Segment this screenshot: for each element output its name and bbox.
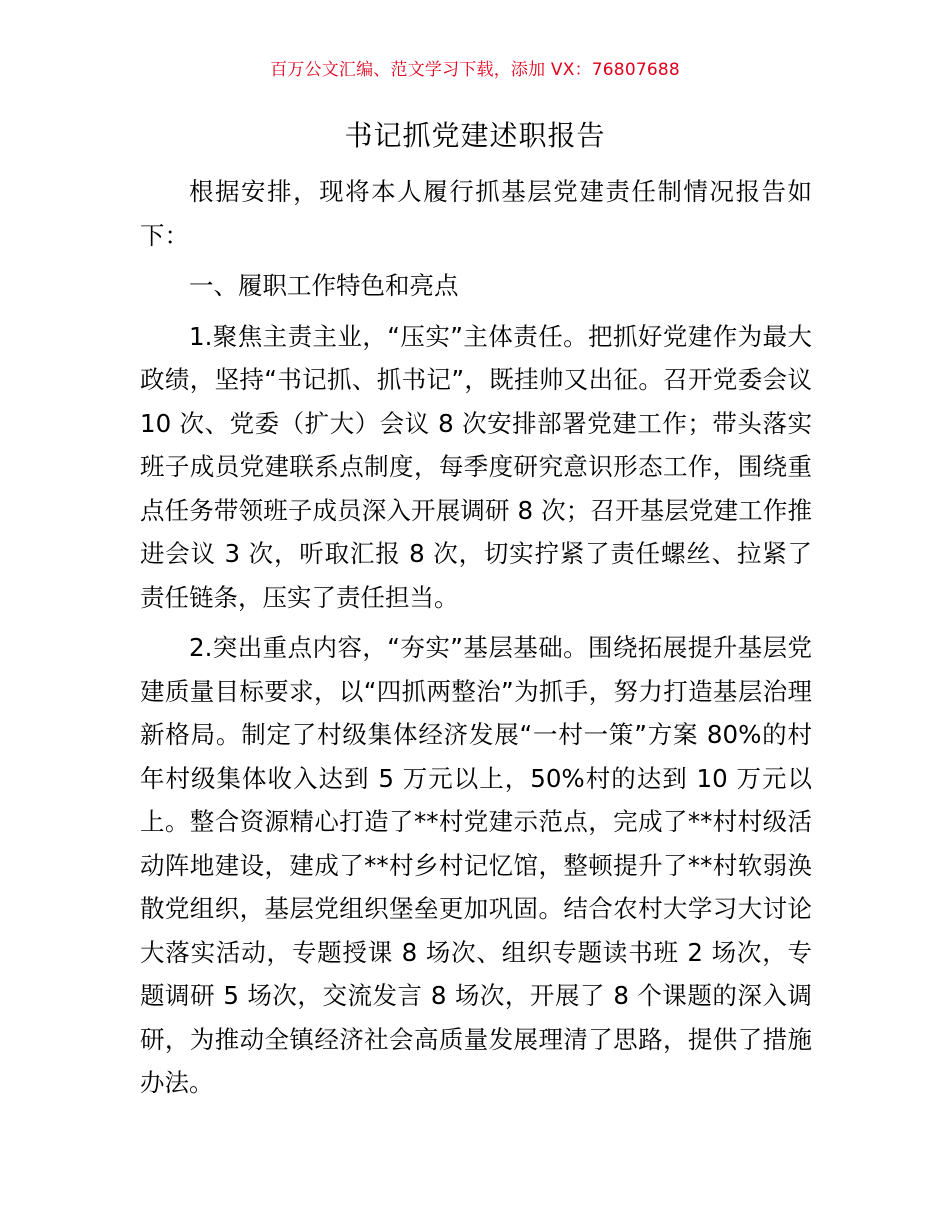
- section-heading: 一、履职工作特色和亮点: [189, 271, 459, 300]
- document-title: 书记抓党建述职报告: [344, 119, 606, 152]
- watermark-banner: 百万公文汇编、范文学习下载，添加 VX：76807688: [270, 60, 680, 80]
- intro-paragraph: 根据安排，现将本人履行抓基层党建责任制情况报告如下：: [140, 177, 812, 250]
- body-paragraph-1: 1.聚焦主责主业，“压实”主体责任。把抓好党建作为最大政绩，坚持“书记抓、抓书记”，既挂帅又出征。召开党委会议 10 次、党委（扩大）会议 8 次安排部署党建工作；带头落实班子成员党建联系点制度，每季度研究意识形态工作，围绕重点任务带领班子成员深入开展调研 8 次；召开基层党建工作推进会议 3 次，听取汇报 8 次，切实拧紧了责任螺丝、拉紧了责任链条，压实了责任担当。: [140, 321, 812, 612]
- document-body: [140, 170, 812, 1105]
- body-paragraph-2: 2.突出重点内容，“夯实”基层基础。围绕拓展提升基层党建质量目标要求，以“四抓两整治”为抓手，努力打造基层治理新格局。制定了村级集体经济发展“一村一策”方案 80%的村年村级集体收入达到 5 万元以上，50%村的达到 10 万元以上。整合资源精心打造了**村党建示范点，完成了**村村级活动阵地建设，建成了**村乡村记忆馆，整顿提升了**村软弱涣散党组织，基层党组织堡垒更加巩固。结合农村大学习大讨论大落实活动，专题授课 8 场次、组织专题读书班 2 场次，专题调研 5 场次，交流发言 8 场次，开展了 8 个课题的深入调研，为推动全镇经济社会高质量发展理清了思路，提供了措施办法。: [140, 633, 812, 1097]
